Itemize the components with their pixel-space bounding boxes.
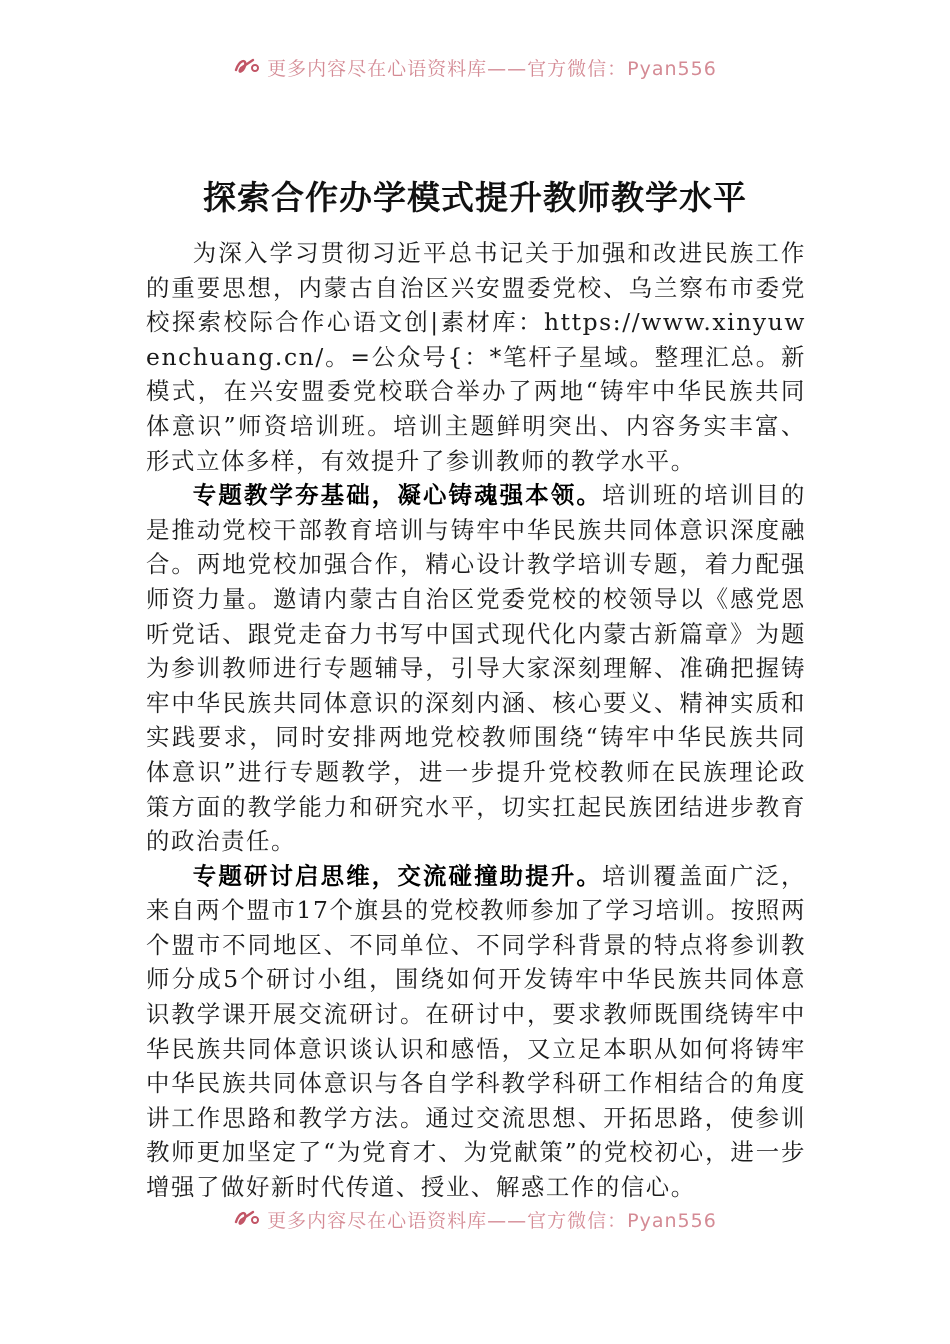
- footer-watermark: [0, 1208, 950, 1234]
- header-watermark: [0, 56, 950, 82]
- section-1-body: 培训班的培训目的是推动党校干部教育培训与铸牢中华民族共同体意识深度融合。两地党校加强合作，精心设计教学培训专题，着力配强师资力量。邀请内蒙古自治区党委党校的校领导以《感党恩听党话、跟党走奋力书写中国式现代化内蒙古新篇章》为题为参训教师进行专题辅导，引导大家深刻理解、准确把握铸牢中华民族共同体意识的深刻内涵、核心要义、精神实质和实践要求，同时安排两地党校教师围绕“铸牢中华民族共同体意识”进行专题教学，进一步提升党校教师在民族理论政策方面的教学能力和研究水平，切实扛起民族团结进步教育的政治责任。: [146, 481, 806, 856]
- document-body: [146, 236, 806, 1205]
- paragraph-intro: [146, 236, 806, 478]
- watermark-logo-icon: [233, 1208, 261, 1234]
- footer-watermark-text: 更多内容尽在心语资料库——官方微信：Pyan556: [267, 1210, 717, 1232]
- document-title: 探索合作办学模式提升教师教学水平: [203, 178, 747, 217]
- section-2-heading: 专题研讨启思维，交流碰撞助提升。: [192, 861, 602, 890]
- paragraph-intro-body: 为深入学习贯彻习近平总书记关于加强和改进民族工作的重要思想，内蒙古自治区兴安盟委党校、乌兰察布市委党校探索校际合作心语文创|素材库：https://www.xinyuwenchuang.cn/。=公众号{：*笔杆子星域。整理汇总。新模式，在兴安盟委党校联合举办了两地“铸牢中华民族共同体意识”师资培训班。培训主题鲜明突出、内容务实丰富、形式立体多样，有效提升了参训教师的教学水平。: [146, 239, 806, 475]
- paragraph-section-2: [146, 859, 806, 1205]
- paragraph-section-1: [146, 478, 806, 859]
- section-1-heading: 专题教学夯基础，凝心铸魂强本领。: [192, 481, 602, 510]
- header-watermark-text: 更多内容尽在心语资料库——官方微信：Pyan556: [267, 58, 717, 80]
- watermark-logo-icon: [233, 56, 261, 82]
- section-2-body: 培训覆盖面广泛，来自两个盟市17个旗县的党校教师参加了学习培训。按照两个盟市不同地区、不同单位、不同学科背景的特点将参训教师分成5个研讨小组，围绕如何开发铸牢中华民族共同体意识教学课开展交流研讨。在研讨中，要求教师既围绕铸牢中华民族共同体意识谈认识和感悟，又立足本职从如何将铸牢中华民族共同体意识与各自学科教学科研工作相结合的角度讲工作思路和教学方法。通过交流思想、开拓思路，使参训教师更加坚定了“为党育才、为党献策”的党校初心，进一步增强了做好新时代传道、授业、解惑工作的信心。: [146, 861, 806, 1202]
